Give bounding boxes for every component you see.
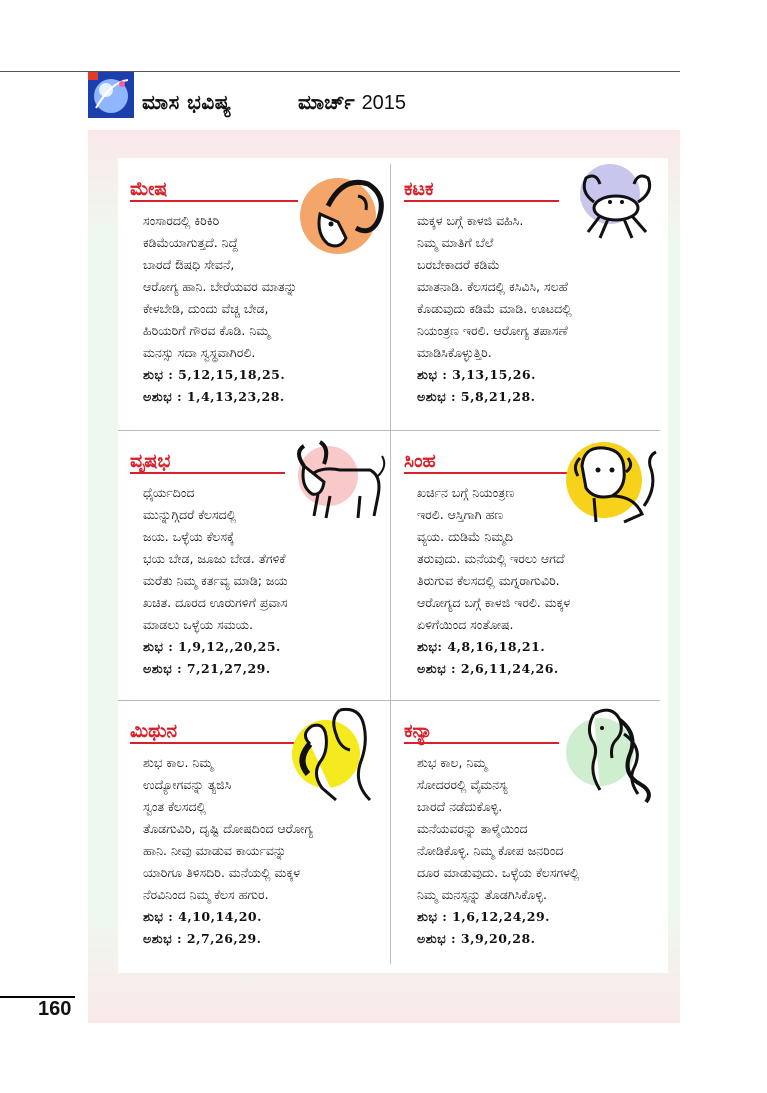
text-line: ಸ್ವಂತ ಕೆಲಸದಲ್ಲಿ	[143, 799, 206, 814]
zodiac-logo-icon	[88, 72, 134, 118]
sign-name: ಕಟಕ	[404, 178, 434, 200]
text-line: ಆರೋಗ್ಯದ ಬಗ್ಗೆ ಕಾಳಜಿ ಇರಲಿ. ಮಕ್ಕಳ	[417, 595, 571, 610]
unlucky-dates: ಅಶುಭ : 2,6,11,24,26.	[417, 661, 559, 676]
lucky-dates: ಶುಭ : 1,9,12,,20,25.	[143, 639, 281, 654]
sign-underline	[404, 200, 559, 202]
text-line: ಕೇಳಬೇಡಿ, ದುಂದು ವೆಚ್ಚ ಬೇಡ,	[143, 301, 269, 316]
row-divider	[118, 430, 660, 431]
text-line: ದೂರ ಮಾಡುವುದು. ಒಳ್ಳೆಯ ಕೆಲಸಗಳಲ್ಲಿ	[417, 865, 580, 880]
text-line: ಹಾನಿ. ನೀವು ಮಾಡುವ ಕಾರ್ಯವನ್ನು	[143, 843, 287, 858]
crab-icon	[570, 162, 662, 246]
sign-description	[143, 482, 288, 680]
text-line: ಶುಭ ಕಾಲ, ನಿಮ್ಮ	[417, 755, 487, 770]
text-line: ಧೈರ್ಯದಿಂದ	[143, 485, 195, 500]
text-line: ಬರಬೇಕಾದರೆ ಕಡಿಮೆ	[417, 257, 500, 272]
sign-underline	[130, 742, 298, 744]
month-label: ಮಾರ್ಚ್	[298, 90, 355, 114]
sign-name: ಕನ್ಯಾ	[404, 720, 433, 742]
text-line: ತಿರುಗುವ ಕೆಲಸದಲ್ಲಿ ಮಗ್ನರಾಗುವಿರಿ.	[417, 573, 560, 588]
text-line: ಮಾಡಲು ಒಳ್ಳೆಯ ಸಮಯ.	[143, 617, 254, 632]
sign-underline	[130, 200, 298, 202]
text-line: ಖಚಿತ. ದೂರದ ಊರುಗಳಿಗೆ ಪ್ರವಾಸ	[143, 595, 288, 610]
lucky-dates: ಶುಭ: 4,8,16,18,21.	[417, 639, 546, 654]
sign-card-cancer	[392, 160, 657, 420]
row-divider	[118, 700, 660, 701]
sign-description	[417, 482, 570, 680]
page-header	[88, 72, 680, 130]
text-line: ಕೊಡುವುದು ಕಡಿಮೆ ಮಾಡಿ. ಊಟದಲ್ಲಿ	[417, 301, 572, 316]
text-line: ಇರಲಿ. ಆಸ್ತಿಗಾಗಿ ಹಣ	[417, 507, 504, 522]
text-line: ನಿಮ್ಮ ಮಾತಿಗೆ ಬೆಲೆ	[417, 235, 494, 250]
text-line: ಉದ್ಯೋಗವನ್ನು ತ್ಯಜಿಸಿ	[143, 777, 232, 792]
sign-description	[417, 752, 579, 950]
sign-name: ವೃಷಭ	[130, 450, 171, 472]
column-divider	[390, 164, 391, 964]
text-line: ಕಡಿಮೆಯಾಗುತ್ತದೆ. ನಿದ್ದೆ	[143, 235, 239, 250]
lion-icon	[564, 436, 664, 532]
text-line: ಜಯ. ಒಳ್ಳೆಯ ಕೆಲಸಕ್ಕೆ	[143, 529, 235, 544]
unlucky-dates: ಅಶುಭ : 2,7,26,29.	[143, 931, 262, 946]
year-label: 2015	[361, 92, 407, 114]
sign-description	[417, 210, 572, 408]
text-line: ನೆರವಿನಿಂದ ನಿಮ್ಮ ಕೆಲಸ ಹಗುರ.	[143, 887, 269, 902]
month-year	[298, 90, 406, 115]
text-line: ಮನಸ್ಸು ಸದಾ ಸ್ವಸ್ಥವಾಗಿರಲಿ.	[143, 345, 256, 360]
unlucky-dates: ಅಶುಭ : 5,8,21,28.	[417, 389, 536, 404]
bull-icon	[290, 436, 390, 524]
text-line: ಮಕ್ಕಳ ಬಗ್ಗೆ ಕಾಳಜಿ ವಹಿಸಿ.	[417, 213, 524, 228]
text-line: ಮರೆತು ನಿಮ್ಮ ಕರ್ತವ್ಯ ಮಾಡಿ; ಜಯ	[143, 573, 288, 588]
sign-underline	[130, 472, 285, 474]
sign-card-leo	[392, 432, 657, 692]
text-line: ಬಾರದೆ ನಡೆದುಕೊಳ್ಳಿ.	[417, 799, 503, 814]
sign-card-gemini	[118, 702, 383, 962]
text-line: ನಿಮ್ಮ ಮನಸ್ಸನ್ನು ತೊಡಗಿಸಿಕೊಳ್ಳಿ.	[417, 887, 547, 902]
sign-card-virgo	[392, 702, 657, 962]
sign-underline	[404, 472, 572, 474]
text-line: ಭಯ ಬೇಡ, ಜೂಜು ಬೇಡ. ತೆಗಳಿಕೆ	[143, 551, 286, 566]
text-line: ಯಾರಿಗೂ ತಿಳಿಸದಿರಿ. ಮನೆಯಲ್ಲಿ ಮಕ್ಕಳ	[143, 865, 301, 880]
text-line: ಮನೆಯವರನ್ನು ತಾಳ್ಮೆಯಿಂದ	[417, 821, 528, 836]
page-title: ಮಾಸ ಭವಿಷ್ಯ	[142, 90, 232, 114]
sign-name: ಮೇಷ	[130, 178, 168, 200]
text-line: ಶುಭ ಕಾಲ. ನಿಮ್ಮ	[143, 755, 213, 770]
text-line: ಸೋದರರಲ್ಲಿ ವೈಮನಸ್ಯ	[417, 777, 508, 792]
sign-card-taurus	[118, 432, 383, 692]
sign-card-aries	[118, 160, 383, 420]
text-line: ಏಳಿಗೆಯಿಂದ ಸಂತೋಷ.	[417, 617, 514, 632]
lucky-dates: ಶುಭ : 4,10,14,20.	[143, 909, 262, 924]
page-number: 160	[38, 998, 72, 1020]
text-line: ಹಿರಿಯರಿಗೆ ಗೌರವ ಕೊಡಿ. ನಿಮ್ಮ	[143, 323, 270, 338]
text-line: ಸಂಸಾರದಲ್ಲಿ ಕಿರಿಕಿರಿ	[143, 213, 220, 228]
sign-underline	[404, 742, 559, 744]
text-line: ಮುನ್ನುಗ್ಗಿದರೆ ಕೆಲಸದಲ್ಲಿ	[143, 507, 237, 522]
text-line: ನಿಯಂತ್ರಣ ಇರಲಿ. ಆರೋಗ್ಯ ತಪಾಸಣೆ	[417, 323, 568, 338]
sign-name: ಸಿಂಹ	[404, 450, 436, 472]
text-line: ಖರ್ಚಿನ ಬಗ್ಗೆ ನಿಯಂತ್ರಣ	[417, 485, 515, 500]
unlucky-dates: ಅಶುಭ : 1,4,13,23,28.	[143, 389, 285, 404]
text-line: ಮಾತನಾಡಿ. ಕೆಲಸದಲ್ಲಿ ಕಸಿವಿಸಿ, ಸಲಹೆ	[417, 279, 568, 294]
ram-icon	[298, 166, 388, 258]
lucky-dates: ಶುಭ : 5,12,15,18,25.	[143, 367, 286, 382]
text-line: ನೋಡಿಕೊಳ್ಳಿ. ನಿಮ್ಮ ಕೋಪ ಜನರಿಂದ	[417, 843, 564, 858]
text-line: ತೊಡಗುವಿರಿ, ದೃಷ್ಟಿ ದೋಷದಿಂದ ಆರೋಗ್ಯ	[143, 821, 313, 836]
lucky-dates: ಶುಭ : 3,13,15,26.	[417, 367, 536, 382]
unlucky-dates: ಅಶುಭ : 7,21,27,29.	[143, 661, 271, 676]
unlucky-dates: ಅಶುಭ : 3,9,20,28.	[417, 931, 536, 946]
sign-name: ಮಿಥುನ	[130, 720, 178, 742]
text-line: ಆರೋಗ್ಯ ಹಾನಿ. ಬೇರೆಯವರ ಮಾತನ್ನು	[143, 279, 298, 294]
sign-description	[143, 210, 297, 408]
sign-description	[143, 752, 313, 950]
text-line: ತರುವುದು. ಮನೆಯಲ್ಲಿ ಇರಲು ಆಗದೆ	[417, 551, 565, 566]
lucky-dates: ಶುಭ : 1,6,12,24,29.	[417, 909, 551, 924]
text-line: ಬಾರದೆ ಔಷಧಿ ಸೇವನೆ,	[143, 257, 235, 272]
text-line: ವ್ಯಯ. ದುಡಿಮೆ ನಿಮ್ಮದಿ	[417, 529, 513, 544]
text-line: ಮಾಡಿಸಿಕೊಳ್ಳುತ್ತಿರಿ.	[417, 345, 492, 360]
